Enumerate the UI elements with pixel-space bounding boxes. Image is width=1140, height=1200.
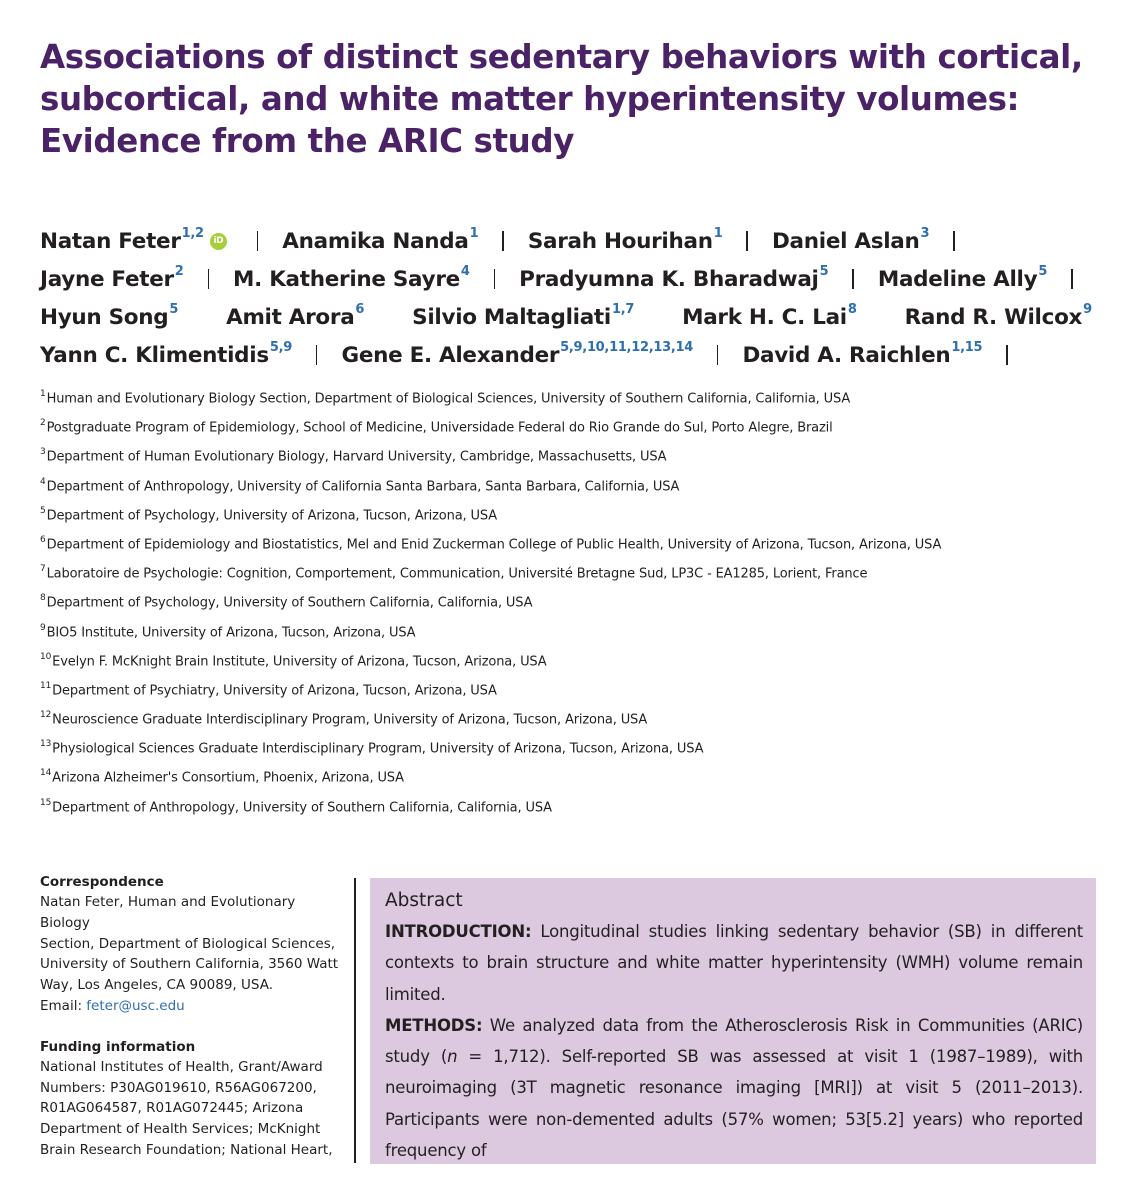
- author-entry: [742, 339, 983, 368]
- affiliation-list: [40, 390, 1120, 828]
- affiliation-text: BIO5 Institute, University of Arizona, Tucson, Arizona, USA: [46, 624, 416, 640]
- affiliation-number: 8: [40, 593, 46, 604]
- author-affiliation-marker[interactable]: 5,9: [269, 339, 292, 355]
- author-separator: [257, 231, 259, 251]
- author-affiliation-marker[interactable]: 3: [920, 225, 930, 241]
- author-line-2: [40, 260, 1120, 298]
- affiliation-number: 11: [40, 680, 52, 691]
- author-name: Yann C. Klimentidis: [40, 342, 269, 368]
- correspondence-line: Section, Department of Biological Sciences,: [40, 935, 336, 952]
- article-title: [40, 36, 1100, 162]
- author-name: Madeline Ally: [877, 266, 1038, 292]
- affiliation-text: Laboratoire de Psychologie: Cognition, Comportement, Communication, Université Bretagne Sud, LP3C - EA1285, Lorient, France: [46, 566, 868, 582]
- affiliation-number: 12: [40, 710, 52, 721]
- abstract-introduction: [385, 916, 1083, 1010]
- affiliation-text: Department of Psychiatry, University of Arizona, Tucson, Arizona, USA: [52, 683, 497, 699]
- author-entry: [771, 225, 930, 254]
- affiliation-number: 1: [40, 389, 46, 399]
- author-separator: [953, 231, 955, 251]
- affiliation-text: Department of Epidemiology and Biostatistics, Mel and Enid Zuckerman College of Public Health, University of Arizona, Tucson, Arizona, USA: [46, 537, 942, 553]
- affiliation-number: 2: [40, 418, 46, 429]
- author-affiliation-marker[interactable]: 8: [847, 301, 857, 317]
- affiliation-item: [40, 390, 1120, 419]
- author-affiliation-marker[interactable]: 6: [355, 301, 365, 317]
- affiliation-item: [40, 624, 1120, 653]
- affiliation-item: [40, 594, 1120, 623]
- author-name: Silvio Maltagliati: [412, 304, 611, 330]
- correspondence-line: Way, Los Angeles, CA 90089, USA.: [40, 977, 274, 994]
- author-affiliation-marker[interactable]: 1,15: [951, 339, 983, 355]
- correspondence-line: Natan Feter, Human and Evolutionary Biology: [40, 894, 296, 931]
- author-affiliation-marker[interactable]: 1,7: [611, 301, 635, 317]
- author-name: Anamika Nanda: [282, 228, 469, 254]
- author-name: Rand R. Wilcox: [904, 304, 1083, 330]
- title-line-3: Evidence from the ARIC study: [40, 122, 575, 160]
- author-name: David A. Raichlen: [742, 342, 951, 368]
- author-separator: [1071, 269, 1073, 289]
- abstract-methods: [385, 1010, 1083, 1164]
- author-entry: [40, 263, 184, 292]
- abstract-heading: Abstract: [385, 890, 463, 911]
- affiliation-item: [40, 478, 1120, 507]
- author-entry: [519, 263, 829, 292]
- affiliation-item: [40, 740, 1120, 769]
- author-name: Pradyumna K. Bharadwaj: [519, 266, 819, 292]
- author-separator: [1006, 345, 1008, 365]
- affiliation-text: Department of Anthropology, University of Southern California, California, USA: [52, 799, 552, 815]
- author-entry: [877, 263, 1048, 292]
- email-line: [40, 996, 340, 1017]
- author-entry: [282, 225, 479, 254]
- affiliation-item: [40, 448, 1120, 477]
- funding-line: Brain Research Foundation; National Heart,: [40, 1141, 333, 1158]
- affiliation-text: Department of Anthropology, University of California Santa Barbara, Santa Barbara, California, USA: [46, 478, 680, 494]
- affiliation-item: [40, 769, 1120, 798]
- side-info: [40, 872, 340, 1161]
- funding-line: R01AG064587, R01AG072445; Arizona: [40, 1100, 304, 1117]
- affiliation-number: 9: [40, 622, 46, 633]
- author-name: Amit Arora: [226, 304, 355, 330]
- funding-line: Department of Health Services; McKnight: [40, 1121, 321, 1138]
- author-affiliation-marker[interactable]: 1: [469, 225, 479, 241]
- abstract-box: [370, 878, 1096, 1164]
- column-divider: [354, 878, 356, 1163]
- author-affiliation-marker[interactable]: 4: [460, 263, 470, 279]
- author-name: Mark H. C. Lai: [682, 304, 847, 330]
- author-entry: [904, 301, 1092, 330]
- author-affiliation-marker[interactable]: 1: [713, 225, 723, 241]
- funding-line: Numbers: P30AG019610, R56AG067200,: [40, 1079, 317, 1096]
- orcid-icon[interactable]: iD: [210, 233, 227, 250]
- methods-text-continued: = 1,712). Self-reported SB was assessed at visit 1 (1987–1989), with neuroimaging (3T magnetic resonance imaging [MRI]) at visit 5 (2011–2013). Participants were non-demented adults (57% women; 53[5.2] years) who reported frequency of: [385, 1047, 1084, 1161]
- methods-text: We analyzed data from the Atherosclerosis Risk in Communities (ARIC) study (: [385, 1015, 1083, 1067]
- author-entry: [226, 301, 365, 330]
- affiliation-number: 7: [40, 564, 46, 575]
- author-separator: [316, 345, 318, 365]
- title-line-2: subcortical, and white matter hyperintensity volumes:: [40, 80, 1020, 118]
- author-name: Daniel Aslan: [771, 228, 920, 254]
- affiliation-item: [40, 799, 1120, 828]
- author-entry: [40, 301, 179, 330]
- author-affiliation-marker[interactable]: 5: [819, 263, 829, 279]
- author-affiliation-marker[interactable]: 1,2: [181, 225, 204, 241]
- author-name: M. Katherine Sayre: [233, 266, 460, 292]
- title-line-1: Associations of distinct sedentary behaviors with cortical,: [40, 38, 1083, 76]
- email-link[interactable]: feter@usc.edu: [86, 997, 185, 1014]
- affiliation-text: Physiological Sciences Graduate Interdisciplinary Program, University of Arizona, Tucson, Arizona, USA: [52, 741, 704, 757]
- author-separator: [717, 345, 719, 365]
- author-affiliation-marker[interactable]: 9: [1083, 301, 1092, 317]
- affiliation-text: Arizona Alzheimer's Consortium, Phoenix, Arizona, USA: [52, 770, 404, 786]
- affiliation-number: 3: [40, 447, 46, 458]
- author-affiliation-marker[interactable]: 5: [169, 301, 179, 317]
- correspondence-heading: Correspondence: [40, 874, 164, 890]
- funding-heading: Funding information: [40, 1038, 196, 1055]
- author-name: Gene E. Alexander: [341, 342, 560, 368]
- affiliation-number: 15: [40, 797, 52, 808]
- affiliation-item: [40, 536, 1120, 565]
- author-entry: [341, 339, 693, 368]
- affiliation-text: Department of Psychology, University of Arizona, Tucson, Arizona, USA: [46, 508, 497, 524]
- author-separator: [208, 269, 210, 289]
- affiliation-item: [40, 419, 1120, 448]
- methods-label: METHODS:: [385, 1015, 483, 1035]
- author-line-1: [40, 222, 1120, 260]
- author-entry: [412, 301, 635, 330]
- author-list: [40, 222, 1120, 374]
- funding-block: [40, 1037, 340, 1161]
- author-separator: [494, 269, 496, 289]
- author-line-4: [40, 336, 1120, 374]
- affiliation-text: Postgraduate Program of Epidemiology, School of Medicine, Universidade Federal do Rio Grande do Sul, Porto Alegre, Brazil: [46, 420, 833, 436]
- correspondence-line: University of Southern California, 3560 Watt: [40, 956, 339, 973]
- introduction-text: Longitudinal studies linking sedentary behavior (SB) in different contexts to brain structure and white matter hyperintensity (WMH) volume remain limited.: [385, 922, 1083, 1004]
- author-entry: [682, 301, 857, 330]
- affiliation-item: [40, 507, 1120, 536]
- affiliation-number: 6: [40, 534, 46, 545]
- author-affiliation-marker[interactable]: 5: [1038, 263, 1048, 279]
- affiliation-item: [40, 711, 1120, 740]
- affiliation-text: Neuroscience Graduate Interdisciplinary Program, University of Arizona, Tucson, Arizona, USA: [52, 712, 648, 728]
- funding-line: National Institutes of Health, Grant/Award: [40, 1058, 323, 1075]
- author-entry: [233, 263, 470, 292]
- affiliation-item: [40, 653, 1120, 682]
- author-entry: [40, 225, 227, 254]
- affiliation-number: 5: [40, 505, 46, 516]
- affiliation-number: 10: [40, 651, 52, 662]
- author-affiliation-marker[interactable]: 5,9,10,11,12,13,14: [560, 339, 693, 355]
- author-name: Jayne Feter: [40, 266, 174, 292]
- introduction-label: INTRODUCTION:: [385, 922, 532, 941]
- affiliation-text: Department of Human Evolutionary Biology, Harvard University, Cambridge, Massachusetts, USA: [46, 449, 667, 465]
- author-entry: [527, 225, 723, 254]
- affiliation-number: 14: [40, 768, 52, 779]
- author-line-3: [40, 298, 1120, 336]
- affiliation-item: [40, 565, 1120, 594]
- author-affiliation-marker[interactable]: 2: [174, 263, 184, 279]
- correspondence-block: [40, 872, 340, 1017]
- affiliation-number: 4: [40, 476, 46, 487]
- affiliation-number: 13: [40, 739, 52, 750]
- author-separator: [852, 269, 854, 289]
- author-name: Hyun Song: [40, 304, 169, 330]
- affiliation-text: Evelyn F. McKnight Brain Institute, University of Arizona, Tucson, Arizona, USA: [52, 654, 547, 670]
- author-name: Sarah Hourihan: [527, 228, 713, 254]
- methods-n-symbol: n: [447, 1047, 458, 1067]
- affiliation-text: Department of Psychology, University of Southern California, California, USA: [46, 595, 533, 611]
- email-label: Email:: [40, 997, 87, 1014]
- author-separator: [746, 231, 748, 251]
- author-name: Natan Feter: [40, 228, 181, 254]
- author-separator: [502, 231, 504, 251]
- affiliation-item: [40, 682, 1120, 711]
- author-entry: [40, 339, 292, 368]
- affiliation-text: Human and Evolutionary Biology Section, Department of Biological Sciences, University of Southern California, California, USA: [46, 391, 851, 407]
